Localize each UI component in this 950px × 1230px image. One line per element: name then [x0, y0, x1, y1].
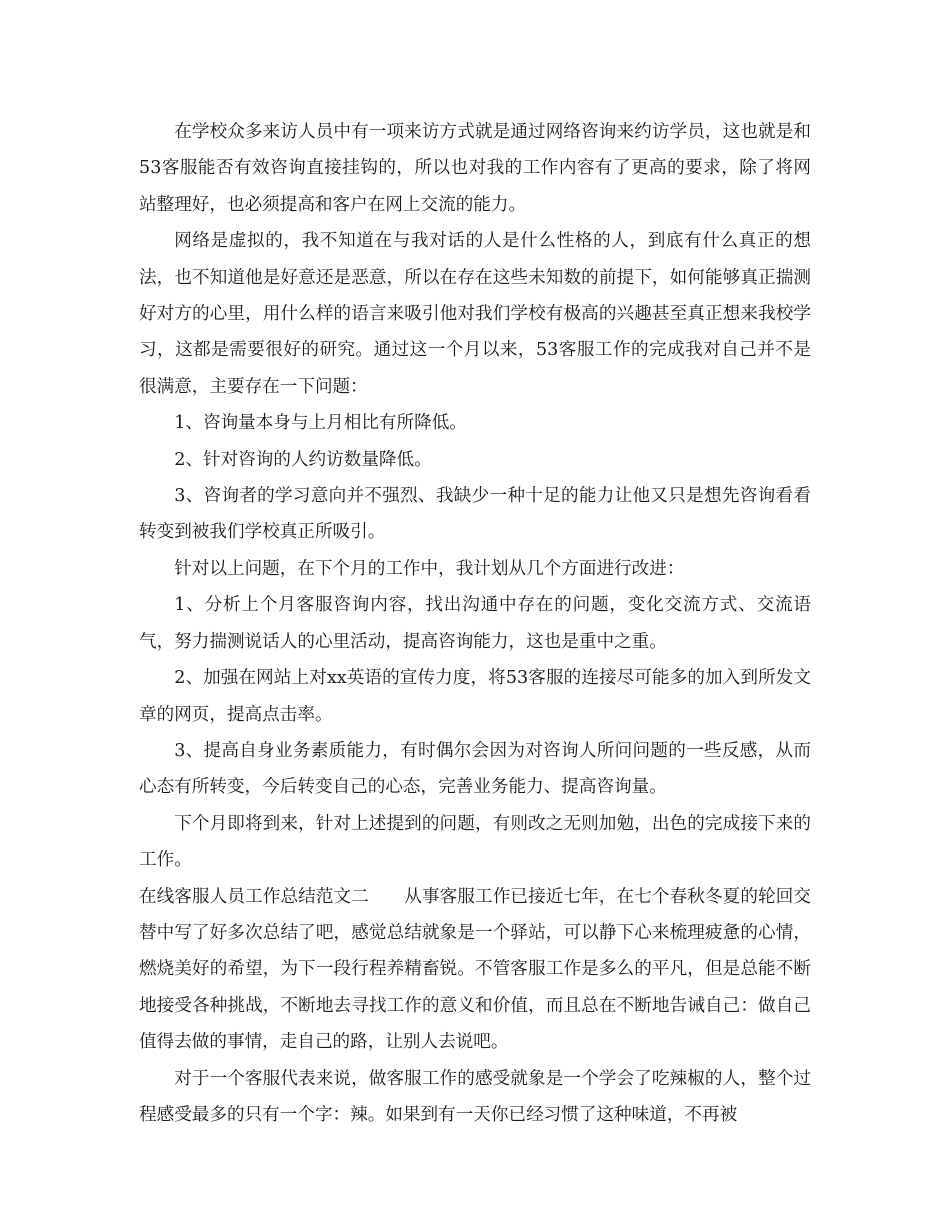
paragraph-plan-intro: 针对以上问题，在下个月的工作中，我计划从几个方面进行改进： [174, 558, 685, 579]
section-two-title: 在线客服人员工作总结范文二 [139, 886, 369, 907]
section-two-gap [369, 887, 404, 907]
list-item-problem-2: 2、针对咨询的人约访数量降低。 [174, 449, 432, 470]
list-item-plan-3: 3、提高自身业务素质能力，有时偶尔会因为对咨询人所问问题的一些反感，从而心态有所转变，今后转变自己的心态，完善业务能力、提高咨询量。 [139, 740, 811, 798]
paragraph-closing: 对于一个客服代表来说，做客服工作的感受就象是一个学会了吃辣椒的人，整个过程感受最多的只有一个字：辣。如果到有一天你已经习惯了这种味道，不再被 [139, 1068, 811, 1125]
paragraph-network: 网络是虚拟的，我不知道在与我对话的人是什么性格的人，到底有什么真正的想法，也不知道他是好意还是恶意，所以在存在这些未知数的前提下，如何能够真正揣测好对方的心里，用什么样的语言来吸引他对我们学校有极高的兴趣甚至真正想来我校学习，这都是需要很好的研究。通过这一个月以来，53客服工作的完成我对自己并不是很满意，主要存在一下问题： [139, 231, 811, 397]
list-item-problem-1: 1、咨询量本身与上月相比有所降低。 [174, 413, 467, 434]
list-item-plan-1: 1、分析上个月客服咨询内容，找出沟通中存在的问题，变化交流方式、交流语气，努力揣测说话人的心里活动，提高咨询能力，这也是重中之重。 [139, 595, 811, 652]
paragraph-intro: 在学校众多来访人员中有一项来访方式就是通过网络咨询来约访学员，这也就是和53客服能否有效咨询直接挂钩的，所以也对我的工作内容有了更高的要求，除了将网站整理好，也必须提高和客户在网上交流的能力。 [139, 122, 811, 215]
section-two-body: 从事客服工作已接近七年，在七个春秋冬夏的轮回交替中写了好多次总结了吧，感觉总结就象是一个驿站，可以静下心来梳理疲惫的心情，燃烧美好的希望，为下一段行程养精畜锐。不管客服工作是多么的平凡，但是总能不断地接受各种挑战，不断地去寻找工作的意义和价值，而且总在不断地告诫自己：做自己值得去做的事情，走自己的路，让别人去说吧。 [139, 886, 811, 1053]
list-item-problem-3: 3、咨询者的学习意向并不强烈、我缺少一种十足的能力让他又只是想先咨询看看转变到被我们学校真正所吸引。 [139, 486, 811, 543]
section-two-paragraph [139, 879, 811, 1061]
document-body [139, 114, 811, 1133]
paragraph-next-month: 下个月即将到来，针对上述提到的问题，有则改之无则加勉，出色的完成接下来的工作。 [139, 813, 811, 871]
list-item-plan-2: 2、加强在网站上对xx英语的宣传力度，将53客服的连接尽可能多的加入到所发文章的网页，提高点击率。 [139, 668, 811, 725]
